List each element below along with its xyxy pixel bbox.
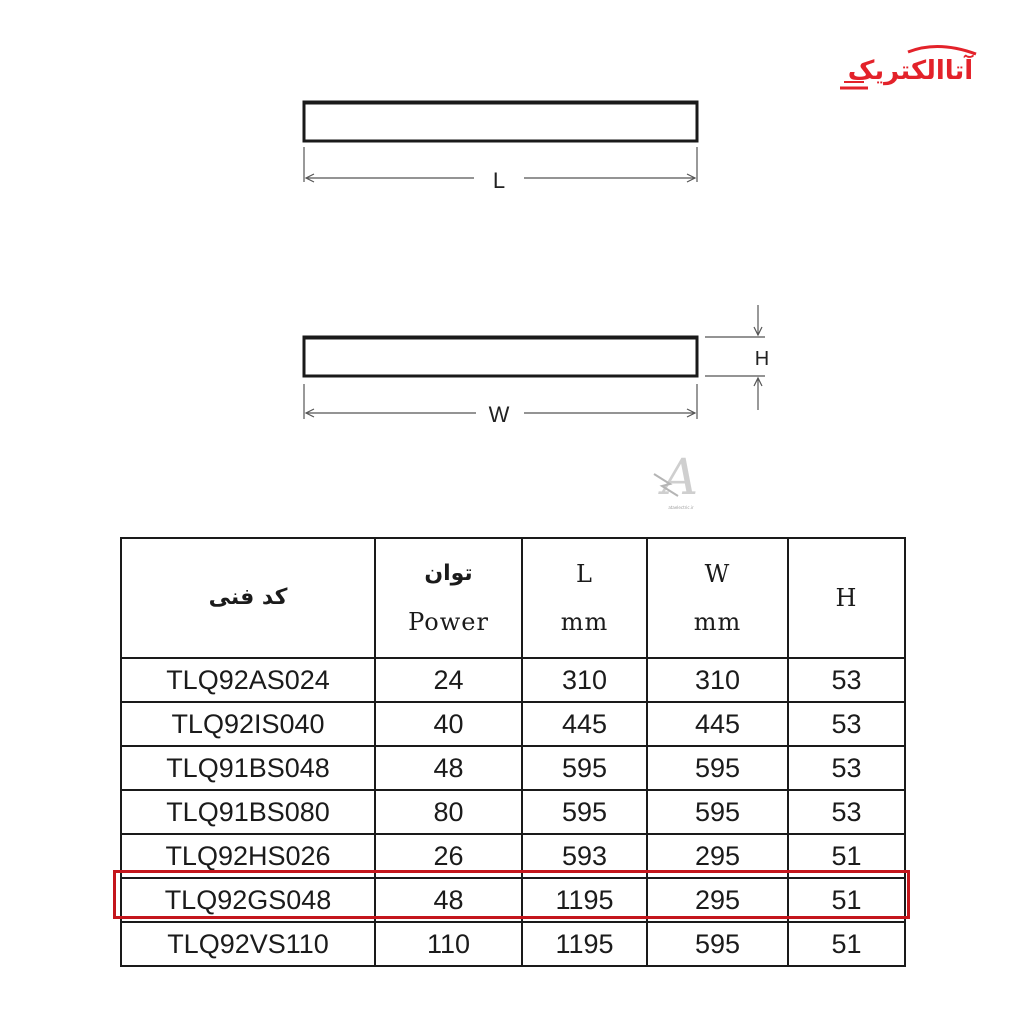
table-row (121, 746, 905, 790)
watermark-text: ataelectric.ir (668, 505, 694, 510)
logo-text: آتاالکتریک (847, 56, 974, 86)
cell-power: 48 (375, 878, 522, 922)
cell-power: 26 (375, 834, 522, 878)
header-code: کد فنی (121, 538, 375, 658)
cell-width: 595 (647, 790, 788, 834)
cell-length: 445 (522, 702, 647, 746)
header-width: W mm (647, 538, 788, 658)
cell-height: 53 (788, 746, 905, 790)
spec-table (120, 537, 906, 967)
cell-length: 1195 (522, 922, 647, 966)
cell-height: 51 (788, 878, 905, 922)
header-height: H (788, 538, 905, 658)
table-row (121, 658, 905, 702)
cell-length: 593 (522, 834, 647, 878)
cell-width: 295 (647, 878, 788, 922)
cell-length: 595 (522, 790, 647, 834)
side-view (304, 305, 765, 419)
cell-code: TLQ92IS040 (121, 702, 375, 746)
cell-height: 53 (788, 658, 905, 702)
height-label: H (754, 348, 770, 370)
cell-length: 595 (522, 746, 647, 790)
table-row (121, 702, 905, 746)
cell-power: 48 (375, 746, 522, 790)
cell-code: TLQ92GS048 (121, 878, 375, 922)
header-power: توان Power (375, 538, 522, 658)
cell-height: 51 (788, 834, 905, 878)
cell-width: 310 (647, 658, 788, 702)
cell-height: 53 (788, 790, 905, 834)
cell-code: TLQ91BS080 (121, 790, 375, 834)
cell-power: 80 (375, 790, 522, 834)
watermark-letter: A (661, 448, 699, 506)
width-label: W (488, 402, 510, 427)
cell-power: 110 (375, 922, 522, 966)
cell-length: 310 (522, 658, 647, 702)
brand-logo (838, 38, 983, 100)
cell-height: 51 (788, 922, 905, 966)
table-row (121, 834, 905, 878)
cell-width: 295 (647, 834, 788, 878)
header-length: L mm (522, 538, 647, 658)
length-label: L (492, 168, 506, 193)
cell-code: TLQ91BS048 (121, 746, 375, 790)
cell-power: 24 (375, 658, 522, 702)
table-row-highlighted (121, 878, 905, 922)
cell-power: 40 (375, 702, 522, 746)
cell-width: 595 (647, 746, 788, 790)
cell-width: 445 (647, 702, 788, 746)
cell-code: TLQ92HS026 (121, 834, 375, 878)
cell-height: 53 (788, 702, 905, 746)
table-row (121, 922, 905, 966)
table-header-row (121, 538, 905, 658)
cell-code: TLQ92VS110 (121, 922, 375, 966)
cell-code: TLQ92AS024 (121, 658, 375, 702)
cell-width: 595 (647, 922, 788, 966)
watermark-logo-icon (648, 444, 712, 508)
table-row (121, 790, 905, 834)
cell-length: 1195 (522, 878, 647, 922)
